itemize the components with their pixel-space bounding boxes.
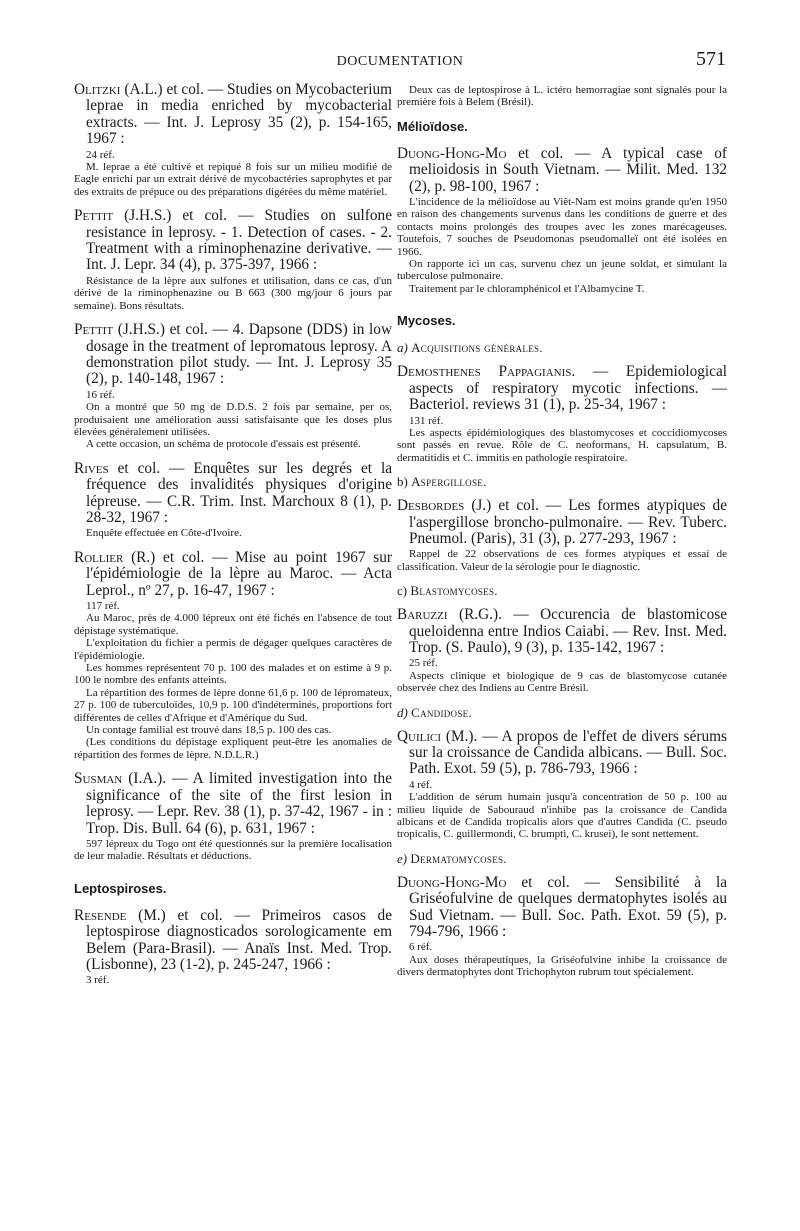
- citation-author: Pettit (J.H.S.): [74, 321, 165, 339]
- subsection-label: Aspergillose.: [411, 474, 487, 490]
- abstract-text: La répartition des formes de lèpre donne 61,6 p. 100 de lépromateux, 27 p. 100 de tuberculoïdes, 10,9 p. 100 d'indéterminés, proportions fort différentes de celles d'Afrique et d'Amérique du Sud.: [74, 686, 392, 724]
- bib-entry: [74, 908, 392, 987]
- bib-entry: [74, 208, 392, 312]
- citation: [74, 550, 392, 599]
- abstract-text: A cette occasion, un schéma de protocole d'essais est présenté.: [86, 438, 361, 451]
- citation: [397, 729, 727, 778]
- reference-count: 131 réf.: [409, 414, 444, 427]
- subsection-heading: [397, 474, 727, 490]
- citation-author: Rollier (R.): [74, 548, 156, 566]
- section-heading: Leptospiroses.: [74, 880, 167, 896]
- subsection-letter: c): [397, 583, 408, 599]
- citation-author: Quilici (M.): [397, 727, 474, 745]
- abstract: [74, 838, 392, 863]
- citation-body: et col. — A typical case of melioidosis in South Vietnam. — Milit. Med. 132 (2), p. 98-100, 1967 :: [409, 144, 727, 195]
- abstract: [397, 941, 727, 978]
- citation-author: Resende (M.): [74, 906, 166, 924]
- citation-author: Rives: [74, 459, 109, 477]
- citation: [74, 82, 392, 148]
- subsection-heading: [397, 705, 727, 721]
- citation-body: . — Occurencia de blastomicose queloidenna entre Indios Caiabi. — Rev. Inst. Med. Trop. (S. Paulo), 9 (3), p. 135-142, 1967 :: [409, 606, 727, 656]
- bib-entry: [74, 461, 392, 540]
- abstract-text: (Les conditions du dépistage expliquent peut-être les anomalies de répartition des formes de lèpre. N.D.L.R.): [74, 736, 392, 761]
- section-heading: Mélioïdose.: [397, 118, 468, 134]
- citation: [74, 908, 392, 974]
- abstract-text: 597 lépreux du Togo ont été questionnés sur la première localisation de leur maladie. Résultats et déductions.: [74, 837, 392, 863]
- subsection-letter: b): [397, 474, 408, 490]
- reference-count: 16 réf.: [86, 388, 115, 401]
- abstract-text: M. leprae a été cultivé et repiqué 8 fois sur un milieu modifié de Eagle enrichi par un extrait dérivé de mycobactéries saprophytes et par des extraits de prépuce ou des préparations digérées du même matériel.: [74, 161, 392, 198]
- subsection-label: Blastomycoses.: [410, 583, 498, 599]
- citation-author: Demosthenes Pappagianis: [397, 363, 572, 381]
- abstract-text: L'incidence de la mélioïdose au Viêt-Nam est moins grande qu'en 1950 en raison des changements survenus dans les conditions de guerre et des contacts moins prolongés des troupes avec les zones marécageuses. Toutefois, 7 souches de Pseudomonas pseudomalleï ont été isolées en 1966.: [397, 196, 727, 258]
- citation: [397, 146, 727, 195]
- subsection-heading: [397, 851, 727, 867]
- citation-body: et col. — Primeiros casos de leptospirose diagnosticados sorologicamente em Belem (Para-Brasil). — Anaïs Inst. Med. Trop. (Lisbonne), 23 (1-2), p. 245-247, 1966 :: [86, 906, 392, 973]
- bib-entry: [397, 875, 727, 979]
- right-column: [397, 82, 727, 989]
- abstract-text: Les aspects épidémiologiques des blastomycoses et coccidiomycoses sont passés en revue. Rôle de C. neoformans, H. capsulatum, B. dermatitidis et C. immitis en pathologie respiratoire.: [397, 426, 727, 464]
- citation-author: Duong-Hong-Mo: [397, 873, 507, 891]
- citation: [74, 461, 392, 527]
- citation-body: . — A limited investigation into the significance of the site of the first lesion in leprosy. — Lepr. Rev. 38 (1), p. 37-42, 1967 - in : Trop. Dis. Bull. 64 (6), p. 631, 1967 :: [86, 770, 392, 837]
- citation-body: et col. — Les formes atypiques de l'aspergillose broncho-pulmonaire. — Rev. Tuberc. Pneumol. (Paris), 31 (3), p. 277-293, 1967 :: [409, 497, 727, 547]
- bib-entry: [397, 364, 727, 464]
- citation: [397, 875, 727, 941]
- abstract-text: L'exploitation du fichier a permis de dégager quelques caractères de l'épidémiologie.: [74, 637, 392, 662]
- subsection-letter: d): [397, 704, 408, 720]
- abstract: [397, 196, 727, 295]
- subsection-label: Dermatomycoses.: [410, 850, 507, 866]
- abstract: [74, 527, 392, 539]
- reference-count: 4 réf.: [409, 778, 433, 791]
- reference-count: 24 réf.: [86, 148, 115, 161]
- citation-body: . — Epidemiological aspects of respiratory mycotic infections. — Bacteriol. reviews 31 (1), p. 25-34, 1967 :: [409, 363, 727, 414]
- bib-entry: [74, 550, 392, 762]
- citation-author: Baruzzi (R.G.): [397, 606, 499, 624]
- abstract-text: Traitement par le chloramphénicol et l'Albamycine T.: [409, 282, 645, 295]
- section-heading: Mycoses.: [397, 313, 456, 329]
- bib-entry: [397, 146, 727, 295]
- abstract: [397, 548, 727, 573]
- running-title: DOCUMENTATION: [336, 54, 464, 69]
- subsection-heading: [397, 340, 727, 356]
- subsection-heading: [397, 583, 727, 599]
- citation: [74, 771, 392, 837]
- abstract-continued: [397, 84, 727, 109]
- abstract: [74, 974, 392, 986]
- subsection-letter: a): [397, 340, 408, 356]
- subsection-letter: e): [397, 850, 408, 866]
- reference-count: 3 réf.: [86, 974, 110, 987]
- abstract: [74, 389, 392, 451]
- citation-body: et col. — Studies on sulfone resistance in leprosy. - 1. Detection of cases. - 2. Treatment with a riminophenazine derivative. — Int. J. Lepr. 34 (4), p. 375-397, 1966 :: [86, 207, 392, 274]
- abstract-text: L'addition de sérum humain jusqu'à concentration de 50 p. 100 au milieu liquide de Sabouraud n'inhibe pas la croissance de Candida albicans et de Candida tropicalis alors que d'autres Candida (C. pseudo tropicalis, C. guillermondi, C. brumpti, C. krusei), le sont nettement.: [397, 791, 727, 841]
- abstract-text: Aspects clinique et biologique de 9 cas de blastomycose cutanée observée chez des Indiens au Centre Brésil.: [397, 669, 727, 695]
- citation: [74, 322, 392, 388]
- citation-body: et col. — Mise au point 1967 sur l'épidémiologie de la lèpre au Maroc. — Acta Leprol., nº 27, p. 16-47, 1967 :: [86, 548, 392, 599]
- citation: [397, 498, 727, 547]
- citation-author: Duong-Hong-Mo: [397, 144, 507, 162]
- page-header: [74, 48, 726, 76]
- reference-count: 25 réf.: [409, 657, 438, 670]
- citation: [397, 607, 727, 656]
- citation-author: Desbordes (J.): [397, 497, 492, 515]
- reference-count: 117 réf.: [86, 600, 120, 612]
- bib-entry: [74, 82, 392, 198]
- abstract-text: Les hommes représentent 70 p. 100 des malades et on estime à 9 p. 100 le nombre des enfants atteints.: [74, 662, 392, 687]
- abstract-text: Deux cas de leptospirose à L. ictéro hemorragiae sont signalés pour la première fois à Belem (Brésil).: [397, 84, 727, 109]
- abstract-text: On rapporte ici un cas, survenu chez un jeune soldat, et simulant la tuberculose pulmonaire.: [397, 258, 727, 283]
- abstract-text: Résistance de la lèpre aux sulfones et utilisation, dans ce cas, d'un dérivé de la riminophenazine ou B 663 (300 mg/jour 6 jours par semaine). Bons résultats.: [74, 274, 392, 312]
- abstract-text: Enquête effectuée en Côte-d'Ivoire.: [86, 527, 242, 540]
- citation-body: . — A propos de l'effet de divers sérums sur la croissance de Candida albicans. — Bull. Soc. Path. Exot. 59 (5), p. 786-793, 1966 :: [409, 727, 727, 778]
- abstract: [74, 600, 392, 761]
- abstract-text: Un contage familial est trouvé dans 18,5 p. 100 des cas.: [86, 724, 332, 737]
- left-column: [74, 82, 392, 997]
- citation-body: et col. — Studies on Mycobacterium leprae in media enriched by mycobacterial extracts. — Int. J. Leprosy 35 (2), p. 154-165, 1967 :: [86, 81, 393, 148]
- subsection-label: Acquisitions générales.: [411, 340, 543, 356]
- abstract-text: Rappel de 22 observations de ces formes atypiques et essai de classification. Valeur de la sérologie pour le diagnostic.: [397, 548, 727, 573]
- citation-author: Olitzki (A.L.): [74, 81, 163, 98]
- abstract: [397, 415, 727, 465]
- bib-entry: [74, 322, 392, 451]
- bib-entry: [397, 729, 727, 841]
- abstract-text: On a montré que 50 mg de D.D.S. 2 fois par semaine, per os, produisaient une amélioration aussi satisfaisante que les doses plus élevées généralement utilisées.: [74, 401, 392, 438]
- subsection-label: Candidose.: [411, 704, 473, 720]
- citation: [74, 208, 392, 274]
- abstract: [74, 275, 392, 312]
- citation-author: Pettit (J.H.S.): [74, 207, 172, 225]
- bib-entry: [74, 771, 392, 862]
- abstract-text: Au Maroc, près de 4.000 lépreux ont été fichés en l'absence de tout dépistage systématique.: [74, 612, 392, 637]
- abstract-text: Aux doses thérapeutiques, la Griséofulvine inhibe la croissance de divers dermatophytes dont Trichophyton rubrum tout spécialement.: [397, 953, 727, 979]
- citation: [397, 364, 727, 413]
- page-number: 571: [696, 48, 726, 70]
- abstract: [397, 779, 727, 841]
- citation-author: Susman (I.A.): [74, 770, 163, 788]
- citation-body: et col. — Enquêtes sur les degrés et la fréquence des invalidités physiques d'origine lépreuse. — C.R. Trim. Inst. Marchoux 8 (1), p. 28-32, 1967 :: [86, 459, 392, 526]
- abstract: [397, 657, 727, 694]
- bib-entry: [397, 498, 727, 573]
- bib-entry: [397, 607, 727, 694]
- citation-body: et col. — Sensibilité à la Griséofulvine de quelques dermatophytes isolés au Sud Vietnam. — Bull. Soc. Path. Exot. 59 (5), p. 794-796, 1966 :: [409, 873, 727, 941]
- abstract: [74, 149, 392, 199]
- reference-count: 6 réf.: [409, 941, 433, 954]
- citation-body: et col. — 4. Dapsone (DDS) in low dosage in the treatment of lepromatous leprosy. A demonstration pilot study. — Int. J. Leprosy 35 (2), p. 140-148, 1967 :: [86, 321, 392, 388]
